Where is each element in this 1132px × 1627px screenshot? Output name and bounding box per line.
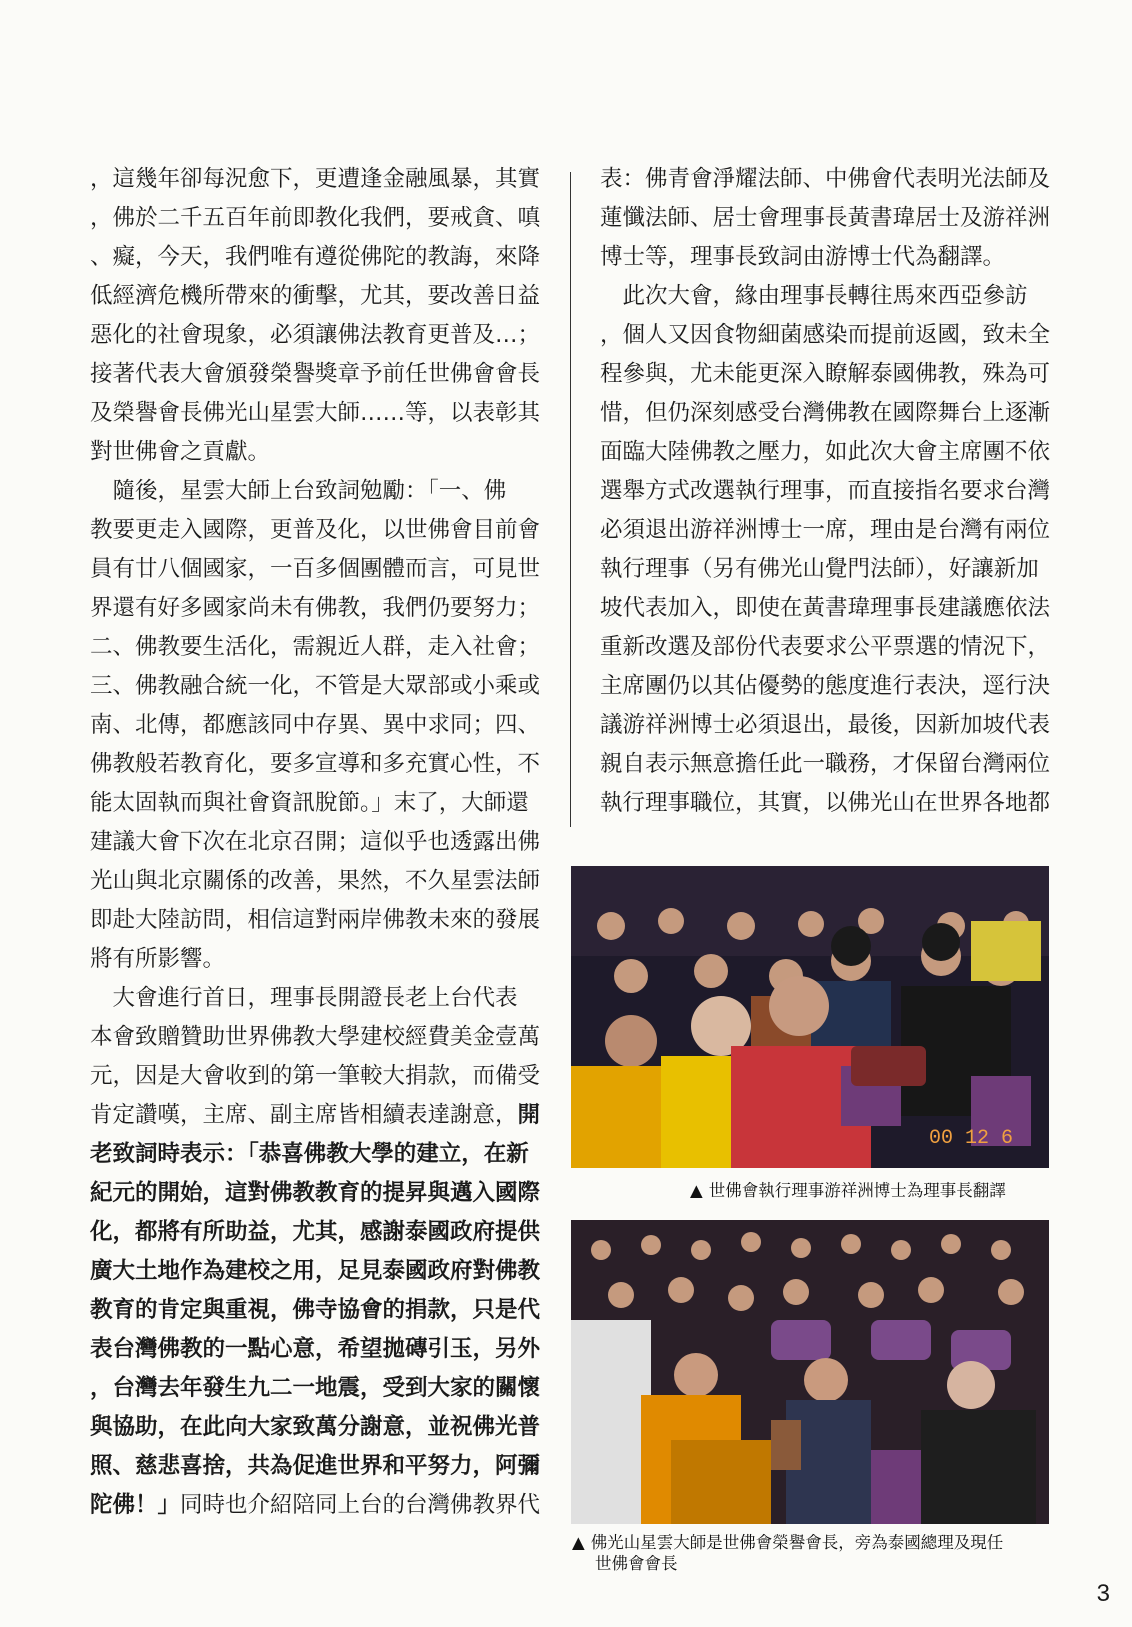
line-text: 員有廿八個國家，一百多個團體而言，可見世 [90, 556, 541, 582]
text-line: 執行理事職位，其實，以佛光山在世界各地都 [600, 790, 1051, 816]
text-line [90, 550, 540, 589]
line-text: 大會進行首日，理事長開證長老上台代表 [90, 985, 518, 1011]
text-line [90, 706, 540, 745]
line-text: 惡化的社會現象，必須讓佛法教育更普及…； [90, 322, 541, 348]
text-line [90, 394, 540, 433]
text-line [90, 940, 540, 979]
text-line [90, 1135, 540, 1174]
text-line: 面臨大陸佛教之壓力，如此次大會主席團不依 [600, 439, 1051, 465]
text-line: 主席團仍以其佔優勢的態度進行表決，逕行決 [600, 673, 1051, 699]
line-text: 元，因是大會收到的第一筆較大捐款，而備受 [90, 1063, 541, 1089]
caption-photo-2 [572, 1532, 1052, 1574]
text-line [90, 1330, 540, 1369]
text-line: ，個人又因食物細菌感染而提前返國，致未全 [600, 322, 1051, 348]
text-line [90, 1486, 540, 1525]
text-line: 執行理事（另有佛光山覺門法師），好讓新加 [600, 556, 1039, 582]
text-line [90, 823, 540, 862]
text-line [90, 628, 540, 667]
text-line: 程參與，尤未能更深入瞭解泰國佛教，殊為可 [600, 361, 1051, 387]
triangle-icon: ▲ [690, 1181, 703, 1200]
text-line: 必須退出游祥洲博士一席，理由是台灣有兩位 [600, 517, 1051, 543]
text-line: 博士等，理事長致詞由游博士代為翻譯。 [600, 244, 1006, 270]
text-line [90, 511, 540, 550]
line-text: 及榮譽會長佛光山星雲大師……等，以表彰其 [90, 400, 541, 426]
text-line: 重新改選及部份代表要求公平票選的情況下， [600, 634, 1051, 660]
audience-photo-2 [571, 1220, 1049, 1524]
line-text: 老致詞時表示：「恭喜佛教大學的建立，在新 [90, 1141, 529, 1167]
text-line [90, 1291, 540, 1330]
text-line [90, 862, 540, 901]
line-text: 教要更走入國際，更普及化，以世佛會目前會 [90, 517, 541, 543]
text-line [90, 472, 540, 511]
line-text: 表台灣佛教的一點心意，希望拋磚引玉，另外 [90, 1336, 541, 1362]
text-line [90, 745, 540, 784]
text-line [90, 277, 540, 316]
line-text: 、癡，今天，我們唯有遵從佛陀的教誨，來降 [90, 244, 541, 270]
text-line [90, 979, 540, 1018]
line-text: 紀元的開始，這對佛教教育的提昇與邁入國際 [90, 1180, 541, 1206]
line-text: 建議大會下次在北京召開；這似乎也透露出佛 [90, 829, 541, 855]
text-line [90, 667, 540, 706]
text-line: 惜，但仍深刻感受台灣佛教在國際舞台上逐漸 [600, 400, 1051, 426]
line-text: 教育的肯定與重視，佛寺協會的捐款，只是代 [90, 1297, 541, 1323]
photo-honorary-president [571, 1220, 1049, 1524]
line-text: ，這幾年卻每況愈下，更遭逢金融風暴，其實 [90, 166, 541, 192]
text-line: 表：佛青會淨耀法師、中佛會代表明光法師及 [600, 166, 1051, 192]
date-stamp: 00 12 6 [929, 1127, 1014, 1150]
triangle-icon: ▲ [572, 1533, 585, 1552]
text-line: 坡代表加入，即使在黃書瑋理事長建議應依法 [600, 595, 1051, 621]
line-text: 接著代表大會頒發榮譽獎章予前任世佛會會長 [90, 361, 541, 387]
line-text: 低經濟危機所帶來的衝擊，尤其，要改善日益 [90, 283, 541, 309]
line-text: 即赴大陸訪問，相信這對兩岸佛教未來的發展 [90, 907, 541, 933]
text-line [90, 433, 540, 472]
line-text: 照、慈悲喜捨，共為促進世界和平努力，阿彌 [90, 1453, 541, 1479]
line-text: ，台灣去年發生九二一地震，受到大家的關懷 [90, 1375, 541, 1401]
text-line: 此次大會，緣由理事長轉往馬來西亞參訪 [600, 283, 1028, 309]
line-text-bold: 開 [517, 1102, 541, 1128]
line-text: 隨後，星雲大師上台致詞勉勵：「一、佛 [90, 478, 507, 504]
column-divider [570, 172, 571, 827]
line-text: 佛教般若教育化，要多宣導和多充實心性，不 [90, 751, 541, 777]
caption-line-1: 佛光山星雲大師是世佛會榮譽會長，旁為泰國總理及現任 [590, 1533, 1004, 1552]
line-text-plain: 同時也介紹陪同上台的台灣佛教界代 [180, 1492, 541, 1518]
text-line [90, 238, 540, 277]
line-text: 本會致贈贊助世界佛教大學建校經費美金壹萬 [90, 1024, 541, 1050]
caption-line-2: 世佛會會長 [595, 1554, 678, 1573]
text-line [90, 355, 540, 394]
line-text: 界還有好多國家尚未有佛教，我們仍要努力； [90, 595, 541, 621]
text-line: 選舉方式改選執行理事，而直接指名要求台灣 [600, 478, 1051, 504]
page-number: 3 [1096, 1580, 1110, 1607]
line-text: 將有所影響。 [90, 946, 226, 972]
line-text: 化，都將有所助益，尤其，感謝泰國政府提供 [90, 1219, 541, 1245]
caption-photo-1 [690, 1180, 1050, 1201]
text-line [90, 1408, 540, 1447]
text-line [90, 1096, 540, 1135]
line-text: 南、北傳，都應該同中存異、異中求同；四、 [90, 712, 541, 738]
text-line [90, 1213, 540, 1252]
line-text: 三、佛教融合統一化，不管是大眾部或小乘或 [90, 673, 541, 699]
text-line [90, 160, 540, 199]
line-text: 與協助，在此向大家致萬分謝意，並祝佛光普 [90, 1414, 541, 1440]
text-line [90, 1252, 540, 1291]
text-line [90, 589, 540, 628]
text-line [90, 1369, 540, 1408]
line-text: 能太固執而與社會資訊脫節。」末了，大師還 [90, 790, 529, 816]
text-line [90, 199, 540, 238]
line-text: ，佛於二千五百年前即教化我們，要戒貪、嗔 [90, 205, 541, 231]
photo-translation [571, 866, 1049, 1168]
text-line: 親自表示無意擔任此一職務，才保留台灣兩位 [600, 751, 1051, 777]
line-text: 二、佛教要生活化，需親近人群，走入社會； [90, 634, 541, 660]
left-text-column [90, 160, 540, 1525]
text-line: 蓮懺法師、居士會理事長黃書瑋居士及游祥洲 [600, 205, 1051, 231]
text-line [90, 901, 540, 940]
text-line [90, 1447, 540, 1486]
text-line [90, 1174, 540, 1213]
audience-photo-1 [571, 866, 1049, 1168]
text-line [90, 316, 540, 355]
line-text: 廣大土地作為建校之用，足見泰國政府對佛教 [90, 1258, 541, 1284]
text-line [90, 784, 540, 823]
line-text: 對世佛會之貢獻。 [90, 439, 271, 465]
line-text: 光山與北京關係的改善，果然，不久星雲法師 [90, 868, 541, 894]
text-line: 議游祥洲博士必須退出，最後，因新加坡代表 [600, 712, 1051, 738]
text-line [90, 1057, 540, 1096]
text-line [90, 1018, 540, 1057]
caption-text: 世佛會執行理事游祥洲博士為理事長翻譯 [708, 1181, 1006, 1200]
line-text: 陀佛！」 [90, 1492, 181, 1518]
line-text: 肯定讚嘆，主席、副主席皆相續表達謝意， [90, 1102, 518, 1128]
right-text-column [600, 160, 1050, 823]
